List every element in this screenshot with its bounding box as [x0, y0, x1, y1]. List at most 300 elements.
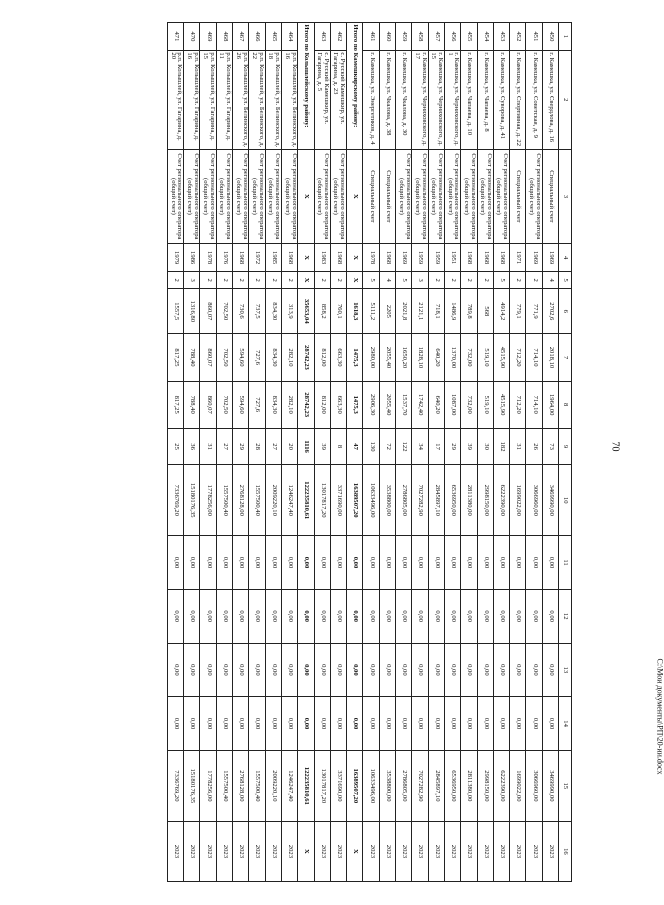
- value-cell-c11: 0,00: [461, 536, 477, 590]
- account-type-cell: Счет регионального оператора (общий счет): [493, 149, 509, 243]
- value-cell-c14: 0,00: [233, 697, 249, 751]
- value-cell-c7: 1828,10: [412, 334, 428, 381]
- total-cell-c15: 122235810,61: [298, 750, 314, 821]
- value-cell-c4: 1969: [396, 244, 412, 272]
- value-cell-c16: 2023: [330, 821, 346, 881]
- value-cell-c13: 0,00: [265, 643, 281, 697]
- value-cell-c12: 0,00: [216, 589, 232, 643]
- address-cell: г. Камешка, ул. Энергетиков, д. 4: [363, 50, 379, 149]
- value-cell-c14: 0,00: [493, 697, 509, 751]
- value-cell-c9: 17: [428, 428, 444, 465]
- account-type-cell: Счет регионального оператора (общий счет): [167, 149, 183, 243]
- total-cell-c11: 0,00: [298, 536, 314, 590]
- rotated-table-container: [102, 22, 572, 882]
- value-cell-c14: 0,00: [184, 697, 200, 751]
- table-row: [314, 23, 330, 882]
- value-cell-c16: 2023: [461, 821, 477, 881]
- value-cell-c6: 1316,80: [184, 289, 200, 334]
- column-header-15: 15: [559, 750, 572, 821]
- total-cell-c13: 0,00: [347, 643, 363, 697]
- value-cell-c15: 3371690,00: [330, 750, 346, 821]
- value-cell-c16: 2023: [200, 821, 216, 881]
- account-type-cell: Счет регионального оператора (общий счет): [184, 149, 200, 243]
- total-cell-c6: 35653,04: [298, 289, 314, 334]
- value-cell-c4: 1972: [249, 244, 265, 272]
- value-cell-c6: 5111,2: [363, 289, 379, 334]
- value-cell-c7: 594,60: [233, 334, 249, 381]
- value-cell-c7: 519,10: [477, 334, 493, 381]
- value-cell-c14: 0,00: [281, 697, 297, 751]
- table-row: [330, 23, 346, 882]
- value-cell-c6: 1557,5: [167, 289, 183, 334]
- row-number: 464: [281, 23, 297, 51]
- value-cell-c13: 0,00: [542, 643, 558, 697]
- address-cell: г. Камешка, ул. Чапаева, д. 8: [477, 50, 493, 149]
- row-number: 465: [265, 23, 281, 51]
- total-cell-c4: X: [298, 244, 314, 272]
- value-cell-c6: 718,1: [428, 289, 444, 334]
- value-cell-c14: 0,00: [363, 697, 379, 751]
- column-header-12: 12: [559, 589, 572, 643]
- value-cell-c14: 0,00: [200, 697, 216, 751]
- value-cell-c12: 0,00: [526, 589, 542, 643]
- column-header-1: 1: [559, 23, 572, 51]
- value-cell-c4: 1968: [379, 244, 395, 272]
- value-cell-c16: 2023: [314, 821, 330, 881]
- value-cell-c6: 2021,8: [396, 289, 412, 334]
- value-cell-c8: 640,20: [428, 381, 444, 428]
- row-number: 462: [330, 23, 346, 51]
- value-cell-c14: 0,00: [216, 697, 232, 751]
- page-number: 70: [609, 441, 621, 452]
- column-header-5: 5: [559, 272, 572, 289]
- value-cell-c9: 29: [444, 428, 460, 465]
- value-cell-c13: 0,00: [493, 643, 509, 697]
- value-cell-c10: 2768128,00: [233, 465, 249, 536]
- table-row: [216, 23, 232, 882]
- value-cell-c7: 714,10: [526, 334, 542, 381]
- value-cell-c5: 3: [184, 272, 200, 289]
- value-cell-c9: 28: [249, 428, 265, 465]
- value-cell-c6: 2702,6: [542, 289, 558, 334]
- account-type-cell: Счет регионального оператора (общий счет): [477, 149, 493, 243]
- value-cell-c15: 13017817,20: [314, 750, 330, 821]
- total-cell-c13: 0,00: [298, 643, 314, 697]
- address-cell: г. Камешка, ул. Спортивная, д. 22: [510, 50, 526, 149]
- value-cell-c4: 1969: [526, 244, 542, 272]
- value-cell-c9: 27: [265, 428, 281, 465]
- value-cell-c5: 2: [216, 272, 232, 289]
- total-cell-c12: 0,00: [298, 589, 314, 643]
- value-cell-c11: 0,00: [200, 536, 216, 590]
- address-cell: г. Камешка, ул. Чкалова, д. 30: [396, 50, 412, 149]
- value-cell-c9: 8: [330, 428, 346, 465]
- value-cell-c8: 812,00: [314, 381, 330, 428]
- address-cell: р.п. Колышлей, ул. Гагарина, д. 15: [200, 50, 216, 149]
- total-cell-c9: 1116: [298, 428, 314, 465]
- value-cell-c10: 2009220,10: [265, 465, 281, 536]
- row-number: 460: [379, 23, 395, 51]
- total-cell-c5: X: [347, 272, 363, 289]
- value-cell-c9: 30: [477, 428, 493, 465]
- value-cell-c10: 15180176,35: [184, 465, 200, 536]
- value-cell-c4: 1968: [461, 244, 477, 272]
- address-cell: с. Русский Камешкир, ул. Гагарина, д. 5: [314, 50, 330, 149]
- value-cell-c4: 1968: [281, 244, 297, 272]
- row-number: 459: [396, 23, 412, 51]
- value-cell-c5: 2: [265, 272, 281, 289]
- row-number: 458: [412, 23, 428, 51]
- value-cell-c14: 0,00: [265, 697, 281, 751]
- value-cell-c10: 7336769,20: [167, 465, 183, 536]
- account-type-cell: Счет регионального оператора (общий счет): [428, 149, 444, 243]
- value-cell-c10: 1246247,40: [281, 465, 297, 536]
- value-cell-c13: 0,00: [281, 643, 297, 697]
- value-cell-c7: 727,6: [249, 334, 265, 381]
- value-cell-c16: 2023: [167, 821, 183, 881]
- value-cell-c5: 5: [493, 272, 509, 289]
- value-cell-c10: 2998150,00: [477, 465, 493, 536]
- value-cell-c16: 2023: [249, 821, 265, 881]
- value-cell-c16: 2023: [184, 821, 200, 881]
- value-cell-c10: 3538800,00: [379, 465, 395, 536]
- account-type-cell: Счет регионального оператора (общий счет): [330, 149, 346, 243]
- address-cell: г. Камешка, ул. Черняховского, д. 15: [428, 50, 444, 149]
- value-cell-c5: 2: [477, 272, 493, 289]
- value-cell-c5: 3: [412, 272, 428, 289]
- value-cell-c14: 0,00: [167, 697, 183, 751]
- value-cell-c16: 2023: [379, 821, 395, 881]
- value-cell-c10: 13017817,20: [314, 465, 330, 536]
- value-cell-c11: 0,00: [363, 536, 379, 590]
- column-header-2: 2: [559, 50, 572, 149]
- account-type-cell: Счет регионального оператора (общий счет): [281, 149, 297, 243]
- value-cell-c7: 702,50: [216, 334, 232, 381]
- value-cell-c16: 2023: [526, 821, 542, 881]
- value-cell-c14: 0,00: [379, 697, 395, 751]
- value-cell-c15: 7027282,90: [412, 750, 428, 821]
- value-cell-c9: 73: [542, 428, 558, 465]
- value-cell-c10: 3469990,00: [542, 465, 558, 536]
- value-cell-c7: 2018,10: [542, 334, 558, 381]
- value-cell-c14: 0,00: [396, 697, 412, 751]
- total-cell-c9: 47: [347, 428, 363, 465]
- column-number-header: [559, 23, 572, 882]
- account-type-cell: Специальный счет: [510, 149, 526, 243]
- value-cell-c9: 34: [412, 428, 428, 465]
- value-cell-c14: 0,00: [330, 697, 346, 751]
- table-row: [249, 23, 265, 882]
- row-number: 450: [542, 23, 558, 51]
- value-cell-c12: 0,00: [542, 589, 558, 643]
- column-header-6: 6: [559, 289, 572, 334]
- value-cell-c7: 732,00: [461, 334, 477, 381]
- value-cell-c16: 2023: [428, 821, 444, 881]
- total-cell-c8: 1475,3: [347, 381, 363, 428]
- district-total-row: [298, 23, 314, 882]
- value-cell-c13: 0,00: [444, 643, 460, 697]
- value-cell-c16: 2023: [510, 821, 526, 881]
- value-cell-c7: 282,10: [281, 334, 297, 381]
- value-cell-c6: 568: [477, 289, 493, 334]
- value-cell-c9: 25: [167, 428, 183, 465]
- value-cell-c12: 0,00: [167, 589, 183, 643]
- row-number: 453: [493, 23, 509, 51]
- value-cell-c11: 0,00: [412, 536, 428, 590]
- value-cell-c9: 31: [510, 428, 526, 465]
- value-cell-c11: 0,00: [379, 536, 395, 590]
- value-cell-c15: 1557500,40: [249, 750, 265, 821]
- total-cell-c10: 122235810,61: [298, 465, 314, 536]
- value-cell-c8: 1537,70: [396, 381, 412, 428]
- account-type-cell: Счет регионального оператора (общий счет): [526, 149, 542, 243]
- value-cell-c7: 817,25: [167, 334, 183, 381]
- value-cell-c9: 36: [184, 428, 200, 465]
- value-cell-c4: 1983: [314, 244, 330, 272]
- row-number: 463: [314, 23, 330, 51]
- value-cell-c9: 31: [200, 428, 216, 465]
- district-total-label: Итого по Камешкирскому району:: [347, 23, 363, 150]
- table-row: [542, 23, 558, 882]
- value-cell-c6: 313,9: [281, 289, 297, 334]
- value-cell-c12: 0,00: [330, 589, 346, 643]
- value-cell-c15: 1778256,00: [200, 750, 216, 821]
- value-cell-c11: 0,00: [249, 536, 265, 590]
- row-number: 467: [233, 23, 249, 51]
- value-cell-c6: 860,07: [200, 289, 216, 334]
- value-cell-c7: 1370,00: [444, 334, 460, 381]
- column-header-16: 16: [559, 821, 572, 881]
- address-cell: р.п. Колышлей, ул. Белинского, д. 16: [281, 50, 297, 149]
- address-cell: р.п. Колышлей, ул. Гагарина, д. 20: [167, 50, 183, 149]
- value-cell-c6: 779,1: [510, 289, 526, 334]
- value-cell-c4: 1968: [493, 244, 509, 272]
- address-cell: р.п. Колышлей, ул. Гагарина, д. 16: [184, 50, 200, 149]
- value-cell-c6: 771,9: [526, 289, 542, 334]
- row-number: 454: [477, 23, 493, 51]
- column-header-10: 10: [559, 465, 572, 536]
- value-cell-c4: 1978: [200, 244, 216, 272]
- value-cell-c9: 122: [396, 428, 412, 465]
- value-cell-c13: 0,00: [233, 643, 249, 697]
- row-number: 471: [167, 23, 183, 51]
- value-cell-c8: 712,20: [510, 381, 526, 428]
- value-cell-c8: 834,30: [265, 381, 281, 428]
- value-cell-c6: 2205: [379, 289, 395, 334]
- column-header-8: 8: [559, 381, 572, 428]
- total-cell-c5: X: [298, 272, 314, 289]
- value-cell-c6: 737,5: [249, 289, 265, 334]
- document-path-footer: C:\Мои документы\РП\20-ии.docx: [655, 658, 664, 775]
- row-number: 451: [526, 23, 542, 51]
- value-cell-c13: 0,00: [330, 643, 346, 697]
- value-cell-c16: 2023: [363, 821, 379, 881]
- value-cell-c4: 1969: [542, 244, 558, 272]
- value-cell-c16: 2023: [444, 821, 460, 881]
- column-header-4: 4: [559, 244, 572, 272]
- value-cell-c8: 519,10: [477, 381, 493, 428]
- table-row: [444, 23, 460, 882]
- value-cell-c15: 2811380,00: [461, 750, 477, 821]
- value-cell-c10: 2811380,00: [461, 465, 477, 536]
- value-cell-c11: 0,00: [477, 536, 493, 590]
- value-cell-c16: 2023: [542, 821, 558, 881]
- address-cell: г. Камешка, ул. Чкалова, д. 38: [379, 50, 395, 149]
- value-cell-c13: 0,00: [428, 643, 444, 697]
- value-cell-c9: 20: [281, 428, 297, 465]
- value-cell-c12: 0,00: [379, 589, 395, 643]
- address-cell: р.п. Колышлей, ул. Белинского, д. 22: [249, 50, 265, 149]
- value-cell-c8: 860,07: [200, 381, 216, 428]
- value-cell-c12: 0,00: [412, 589, 428, 643]
- value-cell-c5: 2: [510, 272, 526, 289]
- value-cell-c6: 834,30: [265, 289, 281, 334]
- value-cell-c10: 3066960,00: [526, 465, 542, 536]
- value-cell-c12: 0,00: [396, 589, 412, 643]
- value-cell-c10: 1699022,00: [510, 465, 526, 536]
- value-cell-c5: 2: [526, 272, 542, 289]
- value-cell-c8: 2055,40: [379, 381, 395, 428]
- value-cell-c6: 4914,2: [493, 289, 509, 334]
- account-type-cell: Специальный счет: [379, 149, 395, 243]
- value-cell-c4: 1986: [184, 244, 200, 272]
- value-cell-c13: 0,00: [510, 643, 526, 697]
- value-cell-c10: 1557500,40: [249, 465, 265, 536]
- value-cell-c8: 1742,40: [412, 381, 428, 428]
- value-cell-c4: 1951: [444, 244, 460, 272]
- value-cell-c5: 2: [233, 272, 249, 289]
- value-cell-c16: 2023: [493, 821, 509, 881]
- value-cell-c14: 0,00: [461, 697, 477, 751]
- value-cell-c15: 3538800,00: [379, 750, 395, 821]
- value-cell-c8: 788,40: [184, 381, 200, 428]
- value-cell-c10: 1778256,00: [200, 465, 216, 536]
- table-body: [167, 23, 558, 882]
- value-cell-c10: 10633496,00: [363, 465, 379, 536]
- value-cell-c8: 1087,00: [444, 381, 460, 428]
- value-cell-c14: 0,00: [542, 697, 558, 751]
- value-cell-c7: 788,40: [184, 334, 200, 381]
- value-cell-c5: 4: [542, 272, 558, 289]
- column-header-9: 9: [559, 428, 572, 465]
- value-cell-c5: 2: [330, 272, 346, 289]
- value-cell-c7: 663,30: [330, 334, 346, 381]
- value-cell-c14: 0,00: [510, 697, 526, 751]
- row-number: 461: [363, 23, 379, 51]
- value-cell-c14: 0,00: [444, 697, 460, 751]
- value-cell-c6: 2121,1: [412, 289, 428, 334]
- value-cell-c14: 0,00: [249, 697, 265, 751]
- value-cell-c5: 2: [200, 272, 216, 289]
- value-cell-c5: 5: [363, 272, 379, 289]
- value-cell-c16: 2023: [396, 821, 412, 881]
- table-row: [200, 23, 216, 882]
- value-cell-c14: 0,00: [477, 697, 493, 751]
- value-cell-c4: 1959: [412, 244, 428, 272]
- value-cell-c6: 1486,9: [444, 289, 460, 334]
- row-number: 452: [510, 23, 526, 51]
- value-cell-c12: 0,00: [281, 589, 297, 643]
- value-cell-c8: 594,60: [233, 381, 249, 428]
- value-cell-c4: 1968: [477, 244, 493, 272]
- row-number: 469: [200, 23, 216, 51]
- account-type-cell: Счет регионального оператора (общий счет): [444, 149, 460, 243]
- total-account-cell: X: [347, 149, 363, 243]
- value-cell-c12: 0,00: [314, 589, 330, 643]
- total-cell-c16: X: [347, 821, 363, 881]
- account-type-cell: Счет регионального оператора (общий счет): [314, 149, 330, 243]
- account-type-cell: Счет регионального оператора (общий счет): [233, 149, 249, 243]
- row-number: 457: [428, 23, 444, 51]
- value-cell-c7: 812,00: [314, 334, 330, 381]
- value-cell-c15: 10633496,00: [363, 750, 379, 821]
- account-type-cell: Счет регионального оператора (общий счет): [396, 149, 412, 243]
- value-cell-c9: 72: [379, 428, 395, 465]
- value-cell-c15: 1699022,00: [510, 750, 526, 821]
- value-cell-c10: 6222390,00: [493, 465, 509, 536]
- value-cell-c13: 0,00: [314, 643, 330, 697]
- value-cell-c12: 0,00: [444, 589, 460, 643]
- value-cell-c9: 29: [233, 428, 249, 465]
- value-cell-c11: 0,00: [314, 536, 330, 590]
- value-cell-c15: 2009220,10: [265, 750, 281, 821]
- value-cell-c8: 2906,30: [363, 381, 379, 428]
- value-cell-c9: 182: [493, 428, 509, 465]
- value-cell-c12: 0,00: [233, 589, 249, 643]
- value-cell-c15: 1246247,40: [281, 750, 297, 821]
- value-cell-c5: 2: [281, 272, 297, 289]
- value-cell-c5: 2: [428, 272, 444, 289]
- value-cell-c10: 7027282,90: [412, 465, 428, 536]
- account-type-cell: Счет регионального оператора (общий счет): [216, 149, 232, 243]
- value-cell-c11: 0,00: [265, 536, 281, 590]
- total-cell-c11: 0,00: [347, 536, 363, 590]
- value-cell-c8: 663,30: [330, 381, 346, 428]
- total-cell-c14: 0,00: [298, 697, 314, 751]
- value-cell-c7: 2055,40: [379, 334, 395, 381]
- value-cell-c15: 2845897,10: [428, 750, 444, 821]
- total-cell-c10: 16389507,20: [347, 465, 363, 536]
- table-row: [493, 23, 509, 882]
- value-cell-c12: 0,00: [477, 589, 493, 643]
- value-cell-c11: 0,00: [510, 536, 526, 590]
- value-cell-c10: 3371690,00: [330, 465, 346, 536]
- value-cell-c8: 4515,90: [493, 381, 509, 428]
- total-cell-c7: 1475,3: [347, 334, 363, 381]
- account-type-cell: Счет регионального оператора (общий счет): [412, 149, 428, 243]
- value-cell-c8: 702,50: [216, 381, 232, 428]
- value-cell-c13: 0,00: [461, 643, 477, 697]
- value-cell-c7: 860,07: [200, 334, 216, 381]
- value-cell-c16: 2023: [265, 821, 281, 881]
- value-cell-c6: 730,6: [233, 289, 249, 334]
- table-row: [184, 23, 200, 882]
- value-cell-c5: 2: [167, 272, 183, 289]
- value-cell-c8: 1964,00: [542, 381, 558, 428]
- account-type-cell: Счет регионального оператора (общий счет): [265, 149, 281, 243]
- value-cell-c12: 0,00: [200, 589, 216, 643]
- value-cell-c16: 2023: [281, 821, 297, 881]
- column-header-14: 14: [559, 697, 572, 751]
- value-cell-c6: 858,2: [314, 289, 330, 334]
- value-cell-c4: 1985: [265, 244, 281, 272]
- value-cell-c13: 0,00: [167, 643, 183, 697]
- value-cell-c15: 15180176,35: [184, 750, 200, 821]
- table-row: [428, 23, 444, 882]
- value-cell-c11: 0,00: [396, 536, 412, 590]
- table-row: [412, 23, 428, 882]
- value-cell-c16: 2023: [216, 821, 232, 881]
